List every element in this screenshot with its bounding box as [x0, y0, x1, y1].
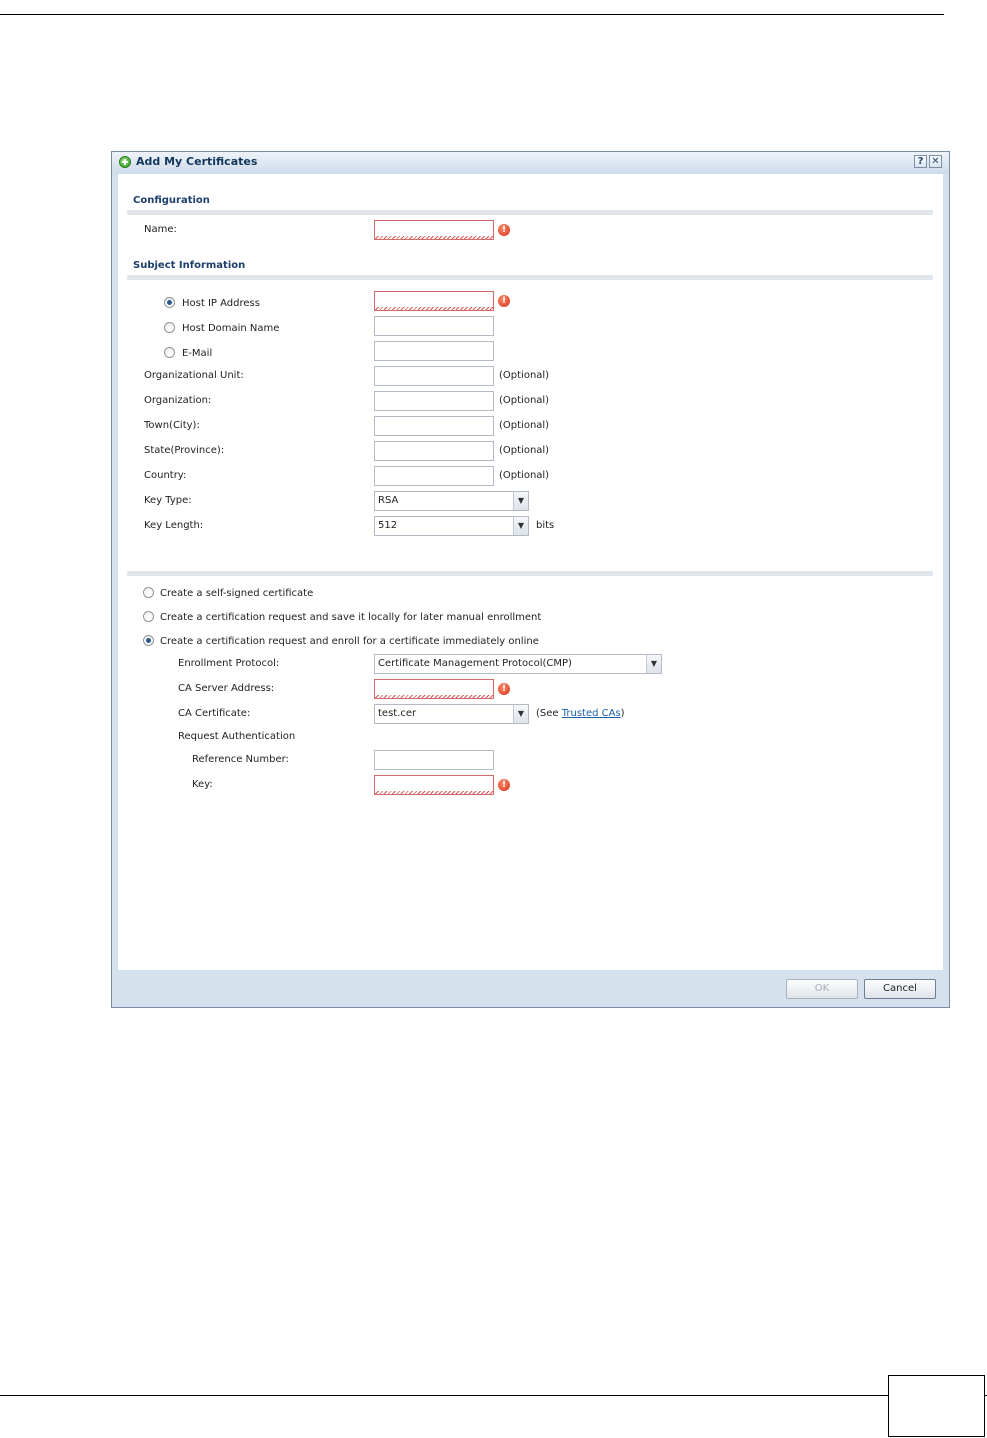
dialog-title: Add My Certificates — [136, 155, 258, 168]
state-label: State(Province): — [144, 445, 225, 456]
dialog-footer — [112, 970, 949, 1007]
help-icon[interactable]: ? — [914, 155, 927, 168]
ca-server-label: CA Server Address: — [178, 683, 275, 694]
save-locally-radio[interactable] — [143, 611, 154, 622]
key-type-value: RSA — [378, 495, 399, 506]
page-number-box — [888, 1375, 985, 1437]
chevron-down-icon: ▼ — [513, 517, 528, 535]
see-trusted-cas — [536, 708, 625, 719]
host-domain-radio[interactable] — [164, 322, 175, 333]
name-error-icon: ! — [498, 224, 510, 236]
ca-certificate-label: CA Certificate: — [178, 708, 251, 719]
town-input[interactable] — [374, 416, 494, 436]
org-unit-input[interactable] — [374, 366, 494, 386]
options-section-bar — [127, 571, 933, 576]
organization-label: Organization: — [144, 395, 212, 406]
organization-optional: (Optional) — [499, 395, 550, 406]
key-length-select[interactable] — [374, 516, 529, 536]
page-footer-rule — [0, 1395, 987, 1396]
host-ip-label: Host IP Address — [182, 298, 260, 309]
organization-input[interactable] — [374, 391, 494, 411]
key-type-label: Key Type: — [144, 495, 192, 506]
key-length-label: Key Length: — [144, 520, 204, 531]
reference-number-input[interactable] — [374, 750, 494, 770]
add-certificate-icon — [119, 156, 131, 168]
enroll-online-label: Create a certification request and enroll for a certificate immediately online — [160, 636, 539, 647]
email-input[interactable] — [374, 341, 494, 361]
dialog-right-edge — [943, 174, 949, 970]
town-optional: (Optional) — [499, 420, 550, 431]
see-prefix: (See — [536, 708, 562, 719]
configuration-section-title: Configuration — [133, 195, 210, 206]
enroll-online-radio[interactable] — [143, 635, 154, 646]
chevron-down-icon: ▼ — [646, 655, 661, 673]
ca-server-error-icon: ! — [498, 683, 510, 695]
key-type-select[interactable] — [374, 491, 529, 511]
dialog-titlebar — [112, 152, 949, 174]
subject-section-bar — [127, 275, 933, 280]
org-unit-label: Organizational Unit: — [144, 370, 244, 381]
enrollment-protocol-select[interactable] — [374, 654, 662, 674]
page-header-rule — [0, 14, 944, 15]
cancel-button[interactable]: Cancel — [864, 979, 936, 999]
chevron-down-icon: ▼ — [513, 492, 528, 510]
trusted-cas-link[interactable]: Trusted CAs — [561, 708, 621, 719]
ca-certificate-value: test.cer — [378, 708, 417, 719]
email-label: E-Mail — [182, 348, 213, 359]
key-input[interactable] — [374, 775, 494, 795]
close-icon[interactable]: ✕ — [929, 155, 942, 168]
subject-section-title: Subject Information — [133, 260, 246, 271]
state-optional: (Optional) — [499, 445, 550, 456]
enrollment-protocol-label: Enrollment Protocol: — [178, 658, 280, 669]
name-input[interactable] — [374, 220, 494, 240]
request-auth-label: Request Authentication — [178, 731, 296, 742]
key-label: Key: — [192, 779, 213, 790]
ok-button[interactable]: OK — [786, 979, 858, 999]
host-domain-input[interactable] — [374, 316, 494, 336]
dialog-content — [118, 174, 943, 970]
save-locally-label: Create a certification request and save it locally for later manual enrollment — [160, 612, 542, 623]
self-signed-radio[interactable] — [143, 587, 154, 598]
add-my-certificates-dialog — [111, 151, 950, 1008]
town-label: Town(City): — [144, 420, 200, 431]
self-signed-label: Create a self-signed certificate — [160, 588, 314, 599]
see-suffix: ) — [620, 708, 625, 719]
email-radio[interactable] — [164, 347, 175, 358]
reference-number-label: Reference Number: — [192, 754, 289, 765]
country-optional: (Optional) — [499, 470, 550, 481]
org-unit-optional: (Optional) — [499, 370, 550, 381]
host-domain-label: Host Domain Name — [182, 323, 280, 334]
state-input[interactable] — [374, 441, 494, 461]
key-length-unit: bits — [536, 520, 555, 531]
ca-certificate-select[interactable] — [374, 704, 529, 724]
key-error-icon: ! — [498, 779, 510, 791]
enrollment-protocol-value: Certificate Management Protocol(CMP) — [378, 658, 572, 669]
host-ip-input[interactable] — [374, 291, 494, 311]
configuration-section-bar — [127, 210, 933, 215]
chevron-down-icon: ▼ — [513, 705, 528, 723]
ca-server-input[interactable] — [374, 679, 494, 699]
country-label: Country: — [144, 470, 187, 481]
host-ip-error-icon: ! — [498, 295, 510, 307]
country-input[interactable] — [374, 466, 494, 486]
name-label: Name: — [144, 224, 177, 235]
key-length-value: 512 — [378, 520, 398, 531]
host-ip-radio[interactable] — [164, 297, 175, 308]
